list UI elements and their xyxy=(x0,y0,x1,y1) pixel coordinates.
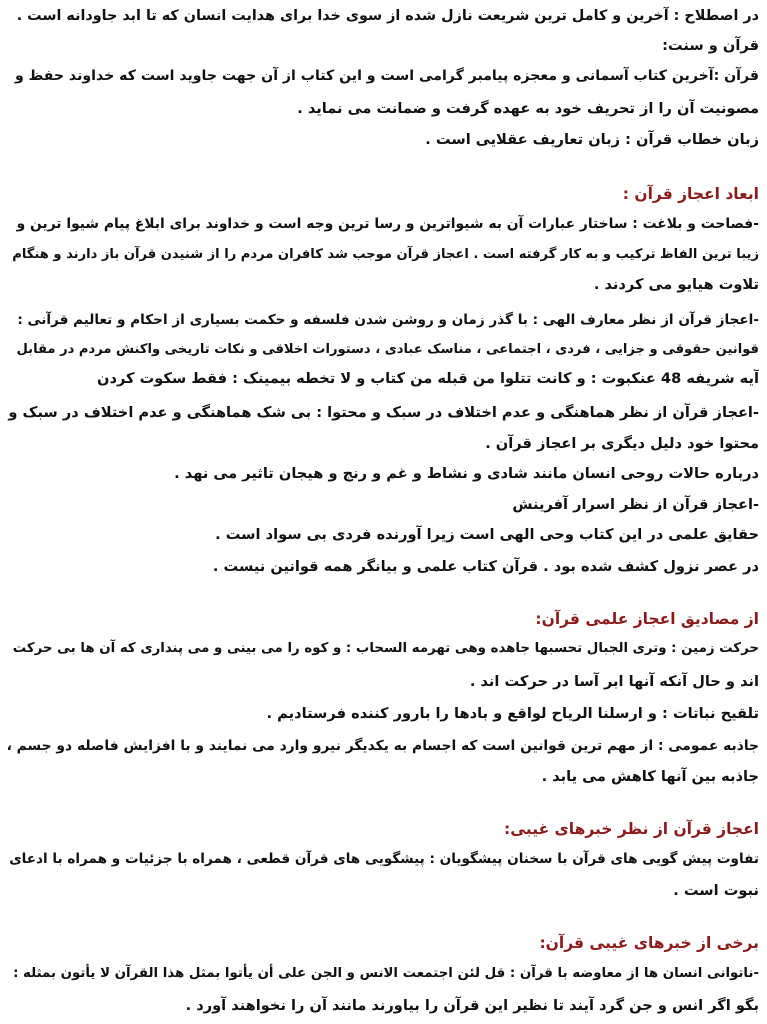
section-heading-dimensions: ابعاد اعجاز قرآن : xyxy=(622,185,759,203)
paragraph-line: -فصاحت و بلاغت : ساختار عبارات آن به شیواترین و رسا ترین وجه است و خداوند برای ابلاغ پیام شیوا ترین و xyxy=(16,216,759,232)
paragraph-line: اند و حال آنکه آنها ابر آسا در حرکت اند . xyxy=(469,673,759,690)
paragraph-line: -ناتوانی انسان ها از معاوضه با قرآن : قل لئن اجتمعت الانس و الجن علی أن یأتوا بمثل هذا القرآن لا یأتون بمثله : xyxy=(13,966,759,981)
quran-sunnah-label: قرآن و سنت: xyxy=(662,37,759,54)
paragraph-line: آیه شریفه 48 عنکبوت : و کانت تتلوا من قبله من کتاب و لا تخطه بیمینک : فقط سکوت کردن xyxy=(97,370,759,387)
paragraph-line: تلاوت هیایو می کردند . xyxy=(593,276,759,293)
paragraph-line: نبوت است . xyxy=(673,882,759,899)
paragraph-line: قوانین حقوقی و جزایی ، فردی ، اجتماعی ، مناسک عبادی ، دستورات اخلاقی و نکات تاریخی واکنش مردم در مقابل xyxy=(16,342,759,357)
paragraph-line: -اعجاز قرآن از نظر هماهنگی و عدم اختلاف در سبک و محتوا : بی شک هماهنگی و عدم اختلاف در سبک و xyxy=(8,404,759,421)
section-heading-news: برخی از خبرهای غیبی قرآن: xyxy=(539,934,759,952)
paragraph-line: حقایق علمی در این کتاب وحی الهی است زیرا آورنده فردی بی سواد است . xyxy=(215,526,759,543)
section-heading-scientific: از مصادیق اعجاز علمی قرآن: xyxy=(535,610,759,628)
intro-definition-line: در اصطلاح : آخرین و کامل ترین شریعت نازل شده از سوی خدا برای هدایت انسان که تا ابد جاودانه است . xyxy=(16,8,759,24)
paragraph-line: تفاوت پیش گویی های قرآن با سخنان پیشگویان : پیشگویی های قرآن قطعی ، همراه با جزئیات و همراه با ادعای xyxy=(9,851,759,867)
section-heading-unseen: اعجاز قرآن از نظر خبرهای غیبی: xyxy=(504,820,759,838)
paragraph-line: درباره حالات روحی انسان مانند شادی و نشاط و غم و رنج و هیجان تاثیر می نهد . xyxy=(174,465,759,482)
paragraph-line: حرکت زمین : وتری الجبال تحسبها جاهده وهی تهرمه السحاب : و کوه را می بینی و می پنداری که آن ها بی حرکت xyxy=(12,641,759,656)
paragraph-line: جاذبه بین آنها کاهش می یابد . xyxy=(541,768,759,785)
paragraph-line: تلقیح نباتات : و ارسلنا الریاح لواقع و بادها را بارور کننده فرستادیم . xyxy=(266,705,759,722)
quran-description-line: مصونیت آن را از تحریف خود به عهده گرفت و ضمانت می نماید . xyxy=(297,100,759,117)
quran-description-line: قرآن :آخرین کتاب آسمانی و معجزه پیامبر گرامی است و این کتاب از آن جهت جاوید است که خداوند حفظ و xyxy=(14,68,759,84)
paragraph-line: -اعجاز قرآن از نظر اسرار آفرینش xyxy=(512,496,759,513)
paragraph-line: بگو اگر انس و جن گرد آیند تا نظیر این قرآن را بیاورند مانند آن را نخواهند آورد . xyxy=(185,997,759,1014)
paragraph-line: جاذبه عمومی : از مهم ترین قوانین است که اجسام به یکدیگر نیرو وارد می نمایند و با افزایش فاصله دو جسم ، xyxy=(6,738,759,754)
paragraph-line: محتوا خود دلیل دیگری بر اعجاز قرآن . xyxy=(485,435,759,452)
quran-language-line: زبان خطاب قرآن : زبان تعاریف عقلایی است . xyxy=(425,131,759,148)
paragraph-line: زیبا ترین الفاظ ترکیب و به کار گرفته است . اعجاز قرآن موجب شد کافران مردم را از شنیدن قرآن باز دارند و هنگام xyxy=(12,247,759,262)
paragraph-line: -اعجاز قرآن از نظر معارف الهی : با گذر زمان و روشن شدن فلسفه و حکمت بسیاری از احکام و تعالیم قرآنی : xyxy=(17,312,759,328)
paragraph-line: در عصر نزول کشف شده بود . قرآن کتاب علمی و بیانگر همه قوانین نیست . xyxy=(212,558,759,575)
